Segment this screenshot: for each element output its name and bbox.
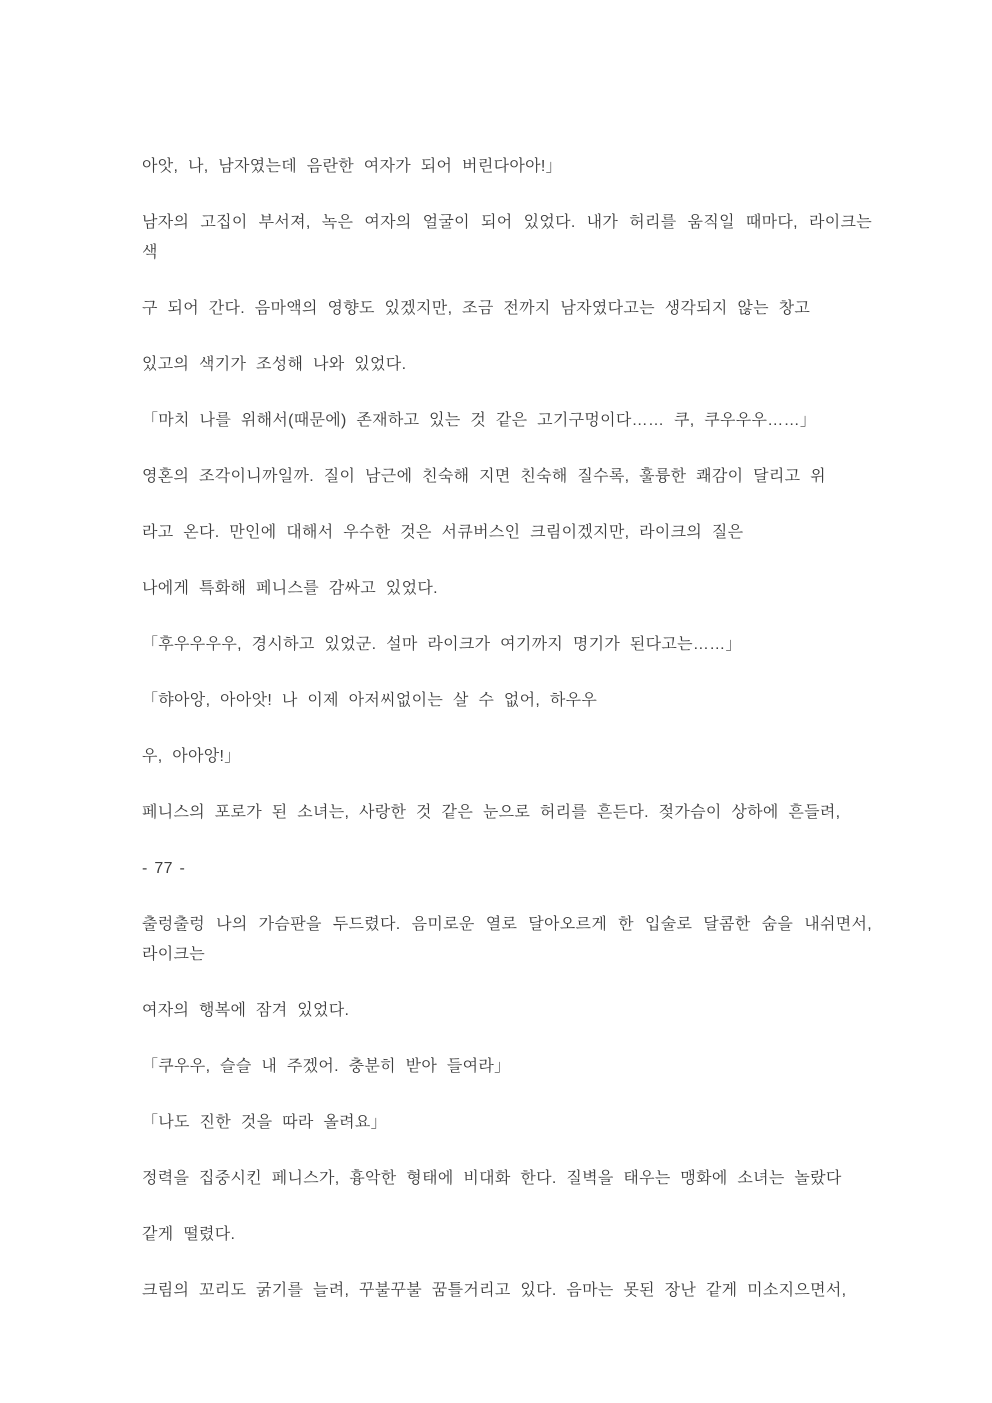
paragraph: 「후우우우우, 경시하고 있었군. 설마 라이크가 여기까지 명기가 된다고는……」 (142, 636, 742, 653)
paragraph: 아앗, 나, 남자였는데 음란한 여자가 되어 버린다아아!」 (142, 158, 562, 175)
paragraph: 구 되어 간다. 음마액의 영향도 있겠지만, 조금 전까지 남자였다고는 생각되지 않는 창고 (142, 300, 811, 317)
paragraph: 여자의 행복에 잠겨 있었다. (142, 1002, 350, 1019)
paragraph: 남자의 고집이 부서져, 녹은 여자의 얼굴이 되어 있었다. 내가 허리를 움직일 때마다, 라이크는 색 (142, 214, 872, 261)
paragraph: 영혼의 조각이니까일까. 질이 남근에 친숙해 지면 친숙해 질수록, 훌륭한 쾌감이 달리고 위 (142, 468, 826, 485)
paragraph: 「햐아앙, 아아앗! 나 이제 아저씨없이는 살 수 없어, 하우우 (142, 692, 598, 709)
paragraph: 「나도 진한 것을 따라 올려요」 (142, 1114, 387, 1131)
paragraph: 「쿠우우, 슬슬 내 주겠어. 충분히 받아 들여라」 (142, 1058, 511, 1075)
paragraph: 「마치 나를 위해서(때문에) 존재하고 있는 것 같은 고기구멍이다…… 쿠, 쿠우우우……」 (142, 412, 817, 429)
paragraph: 정력을 집중시킨 페니스가, 흉악한 형태에 비대화 한다. 질벽을 태우는 맹화에 소녀는 놀랐다 (142, 1170, 842, 1187)
page-number: - 77 - (142, 860, 186, 877)
paragraph: 우, 아아앙!」 (142, 748, 241, 765)
paragraph: 라고 온다. 만인에 대해서 우수한 것은 서큐버스인 크림이겠지만, 라이크의 질은 (142, 524, 744, 541)
paragraph: 페니스의 포로가 된 소녀는, 사랑한 것 같은 눈으로 허리를 흔든다. 젖가슴이 상하에 흔들려, (142, 804, 841, 821)
paragraph: 있고의 색기가 조성해 나와 있었다. (142, 356, 407, 373)
paragraph: 나에게 특화해 페니스를 감싸고 있었다. (142, 580, 438, 597)
paragraph: 출렁출렁 나의 가슴판을 두드렸다. 음미로운 열로 달아오르게 한 입술로 달콤한 숨을 내쉬면서, 라이크는 (142, 916, 872, 963)
paragraph: 크림의 꼬리도 굵기를 늘려, 꾸불꾸불 꿈틀거리고 있다. 음마는 못된 장난 같게 미소지으면서, (142, 1282, 847, 1299)
paragraph: 같게 떨렸다. (142, 1226, 236, 1243)
